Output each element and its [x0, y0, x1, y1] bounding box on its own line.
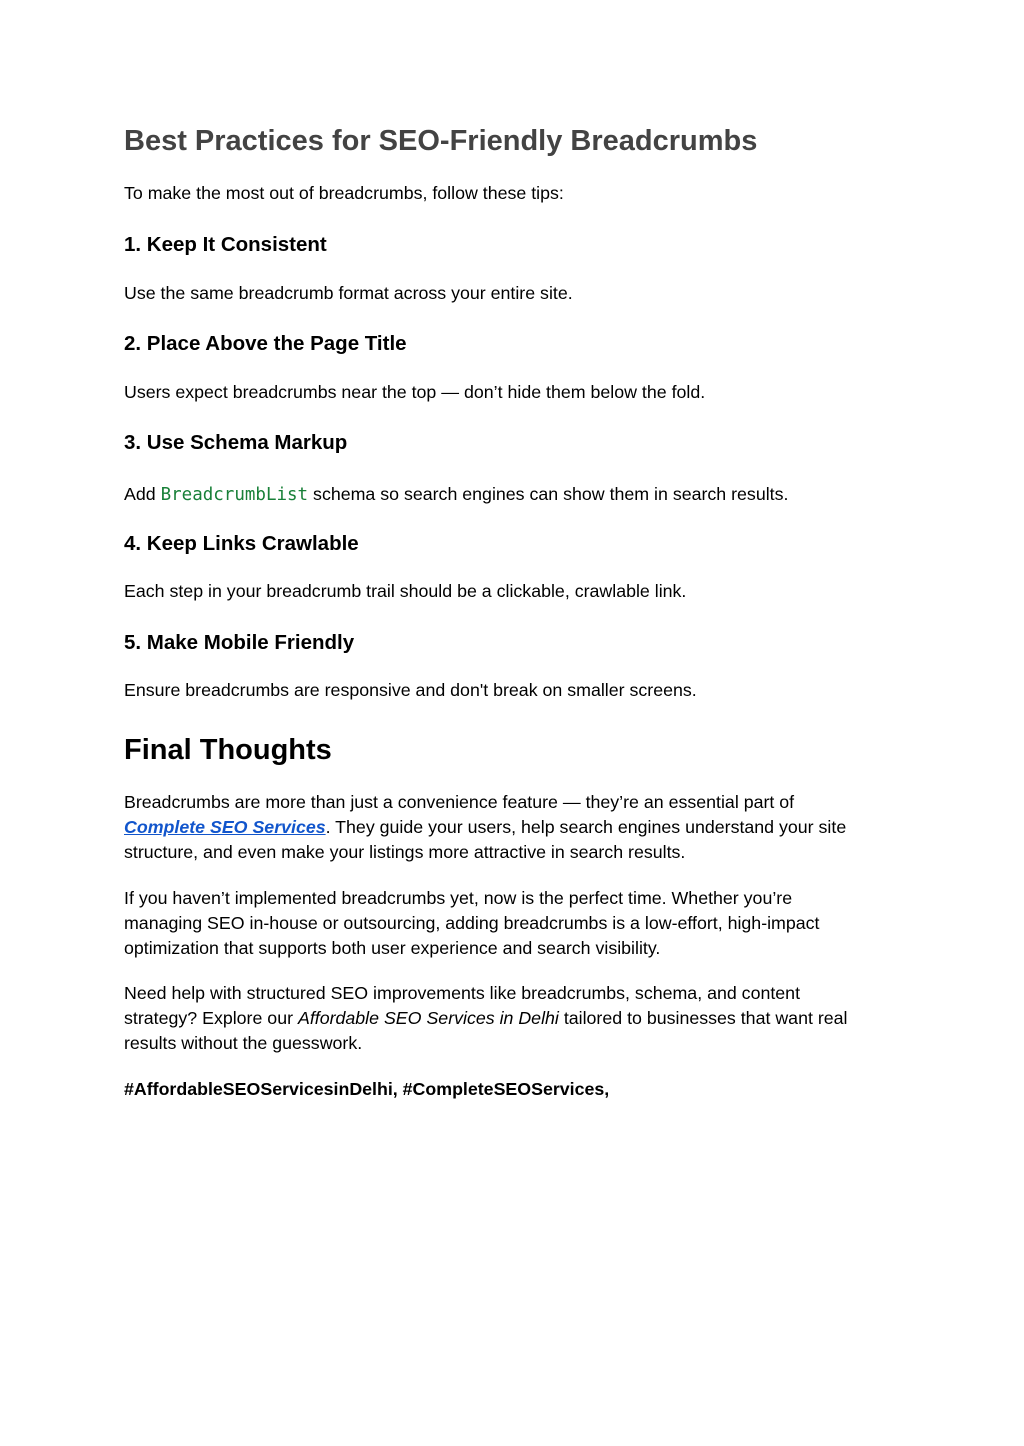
- tip-5-heading: 5. Make Mobile Friendly: [124, 631, 355, 654]
- tip-1-heading: 1. Keep It Consistent: [124, 233, 327, 256]
- final-p3-line1: Need help with structured SEO improvements like breadcrumbs, schema, and content: [124, 983, 801, 1003]
- hashtags: #AffordableSEOServicesinDelhi, #CompleteSEOServices,: [124, 1079, 610, 1099]
- final-p1-line2-rest: . They guide your users, help search engines understand your site: [325, 817, 847, 837]
- final-p2-line2: managing SEO in-house or outsourcing, adding breadcrumbs is a low-effort, high-impact: [124, 913, 820, 933]
- final-p3-line2: [124, 1006, 848, 1031]
- tip-2-text: Users expect breadcrumbs near the top — don’t hide them below the fold.: [124, 382, 706, 402]
- tip-4-heading: 4. Keep Links Crawlable: [124, 532, 359, 555]
- final-p3-line2-after: tailored to businesses that want real: [558, 1008, 848, 1028]
- tip-5-text: Ensure breadcrumbs are responsive and don't break on smaller screens.: [124, 680, 697, 700]
- tip-4-text: Each step in your breadcrumb trail should be a clickable, crawlable link.: [124, 581, 687, 601]
- final-p1-line3: structure, and even make your listings more attractive in search results.: [124, 842, 686, 862]
- tip-3-text-before: Add: [124, 484, 161, 504]
- final-p3-line2-before: strategy? Explore our: [124, 1008, 298, 1028]
- final-p1-line1: Breadcrumbs are more than just a convenience feature — they’re an essential part of: [124, 792, 795, 812]
- complete-seo-services-link[interactable]: Complete SEO Services: [124, 817, 326, 837]
- tip-1-text: Use the same breadcrumb format across your entire site.: [124, 283, 573, 303]
- page-title: Best Practices for SEO-Friendly Breadcrumbs: [124, 125, 758, 157]
- final-thoughts-heading: Final Thoughts: [124, 734, 332, 766]
- intro-paragraph: To make the most out of breadcrumbs, follow these tips:: [124, 183, 564, 203]
- affordable-seo-services-text: Affordable SEO Services in Delhi: [297, 1008, 559, 1028]
- tip-3-text: [124, 482, 788, 508]
- tip-2-heading: 2. Place Above the Page Title: [124, 332, 407, 355]
- final-p2-line1: If you haven’t implemented breadcrumbs yet, now is the perfect time. Whether you’re: [124, 888, 793, 908]
- final-p3-line3: results without the guesswork.: [124, 1033, 363, 1053]
- final-p2-line3: optimization that supports both user experience and search visibility.: [124, 938, 661, 958]
- tip-3-text-after: schema so search engines can show them in search results.: [308, 484, 789, 504]
- schema-code-snippet: BreadcrumbList: [160, 485, 309, 505]
- final-p1-line2: [124, 815, 846, 840]
- tip-3-heading: 3. Use Schema Markup: [124, 431, 348, 454]
